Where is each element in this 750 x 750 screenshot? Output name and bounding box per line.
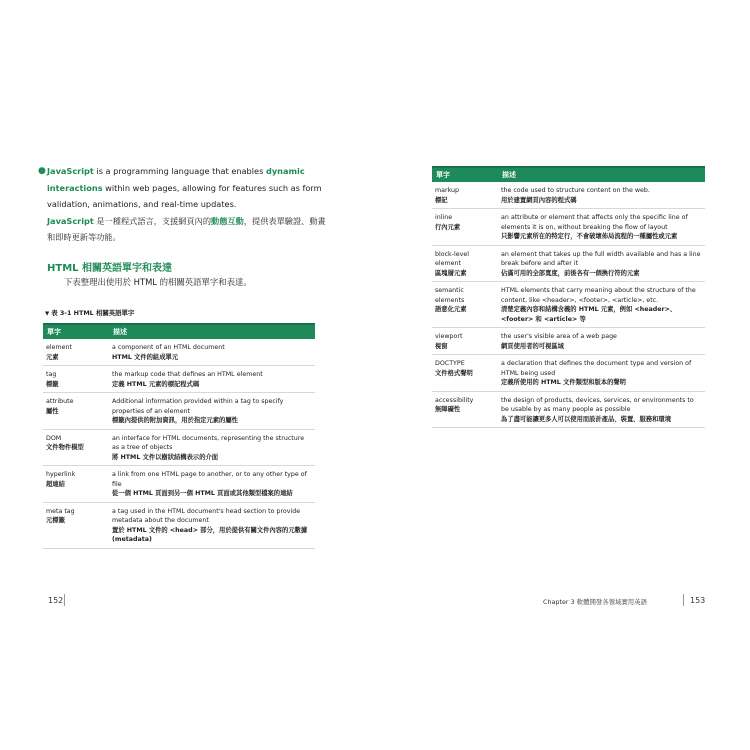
table-row <box>432 245 705 282</box>
desc-cell <box>109 466 315 503</box>
desc-en: a component of an HTML document <box>112 344 225 351</box>
desc-zh: HTML 文件的組成單元 <box>112 353 179 361</box>
term-cell <box>43 502 109 548</box>
term-zh: 超連結 <box>46 480 65 488</box>
term-en: hyperlink <box>46 471 76 478</box>
intro-zh-term: JavaScript <box>47 215 94 226</box>
term-cell <box>432 245 498 282</box>
term-en: attribute <box>46 398 74 405</box>
term-en: tag <box>46 371 57 378</box>
term-cell <box>432 182 498 209</box>
intro-term-2: dynamic interactions <box>47 166 305 193</box>
javascript-bullet <box>38 163 332 246</box>
term-en: block-level element <box>435 250 469 267</box>
term-zh: 元素 <box>46 353 59 361</box>
term-en: markup <box>435 187 460 194</box>
desc-zh: 定義 HTML 元素的標記程式碼 <box>112 380 200 388</box>
desc-zh: 定義所使用的 HTML 文件類型和版本的聲明 <box>501 379 626 386</box>
desc-en: the markup code that defines an HTML element <box>112 371 263 378</box>
table-row <box>43 502 315 548</box>
term-cell <box>432 355 498 392</box>
table-row <box>43 339 315 366</box>
term-zh: 文件格式聲明 <box>435 369 473 377</box>
desc-cell <box>498 182 705 209</box>
term-en: element <box>46 344 72 351</box>
desc-cell <box>109 366 315 393</box>
table-row <box>432 355 705 392</box>
intro-text-1: is a programming language that enables <box>93 166 266 176</box>
intro-term: JavaScript <box>47 166 94 176</box>
desc-cell <box>109 429 315 466</box>
header-term: 單字 <box>432 167 498 182</box>
desc-en: a declaration that defines the document type and version of HTML being used <box>501 360 692 377</box>
page-divider-left <box>64 594 65 606</box>
term-cell <box>43 429 109 466</box>
term-zh: 文件物件模型 <box>46 444 84 451</box>
term-zh: 標籤 <box>46 380 59 388</box>
desc-cell <box>498 245 705 282</box>
term-zh: 無障礙性 <box>435 406 461 413</box>
term-cell <box>43 366 109 393</box>
desc-en: an interface for HTML documents, representing the structure as a tree of objects <box>112 434 305 451</box>
desc-cell <box>109 393 315 430</box>
term-cell <box>432 282 498 328</box>
bullet-icon: ● <box>38 166 46 176</box>
desc-cell <box>498 355 705 392</box>
term-cell <box>432 328 498 355</box>
header-desc: 描述 <box>498 167 705 182</box>
desc-zh: 只影響元素所在的特定行，不會破壞佈局流程的一種屬性或元素 <box>501 233 678 240</box>
desc-zh: 清楚定義內容和結構含義的 HTML 元素，例如 <header>、<footer> 和 <article> 等 <box>501 306 677 323</box>
desc-en: an attribute or element that affects only the specific line of elements it is on, without breaking the flow of layout <box>501 214 688 231</box>
term-zh: 行內元素 <box>435 223 461 231</box>
term-en: DOM <box>46 434 62 442</box>
header-desc: 描述 <box>109 324 315 339</box>
table-row <box>43 429 315 466</box>
glossary-table-left <box>43 323 315 549</box>
term-en: accessibility <box>435 396 474 404</box>
term-en: DOCTYPE <box>435 360 465 367</box>
desc-zh: 佔滿可用的全部寬度，前後各有一個換行符的元素 <box>501 269 640 277</box>
table-row <box>43 393 315 430</box>
table-caption-text: 表 3-1 HTML 相關英語單字 <box>51 309 135 317</box>
term-zh: 屬性 <box>46 407 59 415</box>
desc-en: Additional information provided within a tag to specify properties of an element <box>112 398 284 415</box>
desc-en: a tag used in the HTML document's head section to provide metadata about the document <box>112 507 301 524</box>
term-cell <box>432 391 498 428</box>
term-cell <box>432 209 498 246</box>
section-title: HTML 相關英語單字和表達 <box>47 263 172 274</box>
table-row <box>432 182 705 209</box>
intro-zh-text-1: 是一種程式語言，支援網頁內的 <box>93 215 212 226</box>
term-zh: 視窗 <box>435 342 448 350</box>
desc-en: the user's visible area of a web page <box>501 333 617 340</box>
page-divider-right <box>683 594 684 606</box>
desc-cell <box>109 339 315 366</box>
term-en: semantic elements <box>435 287 465 304</box>
intro-text-2: within web pages, allowing for features such as form validation, animations, and real-time updates. <box>47 182 322 209</box>
term-en: meta tag <box>46 507 75 515</box>
desc-en: HTML elements that carry meaning about the structure of the content, like <header>, <footer>, <article>, etc. <box>501 287 696 304</box>
desc-en: the design of products, devices, services, or environments to be usable by as many people as possible <box>501 396 694 413</box>
glossary-table-right <box>432 166 705 428</box>
section-subtitle: 下表整理出使用於 HTML 的相關英語單字和表達。 <box>64 277 252 287</box>
intro-english <box>47 163 332 213</box>
term-cell <box>43 466 109 503</box>
term-en: viewport <box>435 333 463 340</box>
term-zh: 元標籤 <box>46 517 65 524</box>
desc-en: the code used to structure content on the web. <box>501 187 650 194</box>
desc-zh: 將 HTML 文件以樹狀結構表示的介面 <box>112 453 219 461</box>
desc-cell <box>498 209 705 246</box>
table-row <box>43 466 315 503</box>
desc-en: an element that takes up the full width available and has a line break before and after it <box>501 250 701 267</box>
page-number-right: 153 <box>690 596 706 605</box>
desc-zh: 從一個 HTML 頁面到另一個 HTML 頁面或其他類型檔案的連結 <box>112 490 293 497</box>
term-cell <box>43 393 109 430</box>
term-zh: 語意化元素 <box>435 306 467 313</box>
desc-zh: 標籤內提供的附加資訊，用於指定元素的屬性 <box>112 417 238 424</box>
table-header-row <box>432 167 705 182</box>
triangle-icon: ▼ <box>45 311 50 317</box>
table-row <box>43 366 315 393</box>
intro-chinese <box>47 213 332 246</box>
term-cell <box>43 339 109 366</box>
desc-zh: 為了盡可能讓更多人可以使用而設計產品、裝置、服務和環境 <box>501 415 672 423</box>
table-caption <box>45 308 134 317</box>
desc-cell <box>498 282 705 328</box>
table-row <box>432 282 705 328</box>
desc-zh: 置於 HTML 文件的 <head> 部分，用於提供有關文件內容的元數據 (metadata) <box>112 526 308 543</box>
chapter-label: Chapter 3 軟體開發各領域實用英語 <box>543 598 647 606</box>
intro-zh-term-2: 動態互動 <box>211 215 244 226</box>
desc-cell <box>498 328 705 355</box>
desc-zh: 網頁使用者的可視區域 <box>501 342 564 350</box>
term-en: inline <box>435 214 453 221</box>
desc-cell <box>498 391 705 428</box>
table-row <box>432 391 705 428</box>
term-zh: 區塊層元素 <box>435 269 467 277</box>
desc-en: a link from one HTML page to another, or to any other type of file <box>112 471 307 488</box>
page-number-left: 152 <box>48 596 64 605</box>
term-zh: 標記 <box>435 196 448 204</box>
table-row <box>432 328 705 355</box>
table-row <box>432 209 705 246</box>
intro-zh-text-2: ，提供表單驗證、動畫和即時更新等功能。 <box>47 215 326 242</box>
table-header-row <box>43 324 315 339</box>
desc-zh: 用於建置網頁內容的程式碼 <box>501 196 577 204</box>
desc-cell <box>109 502 315 548</box>
header-term: 單字 <box>43 324 109 339</box>
